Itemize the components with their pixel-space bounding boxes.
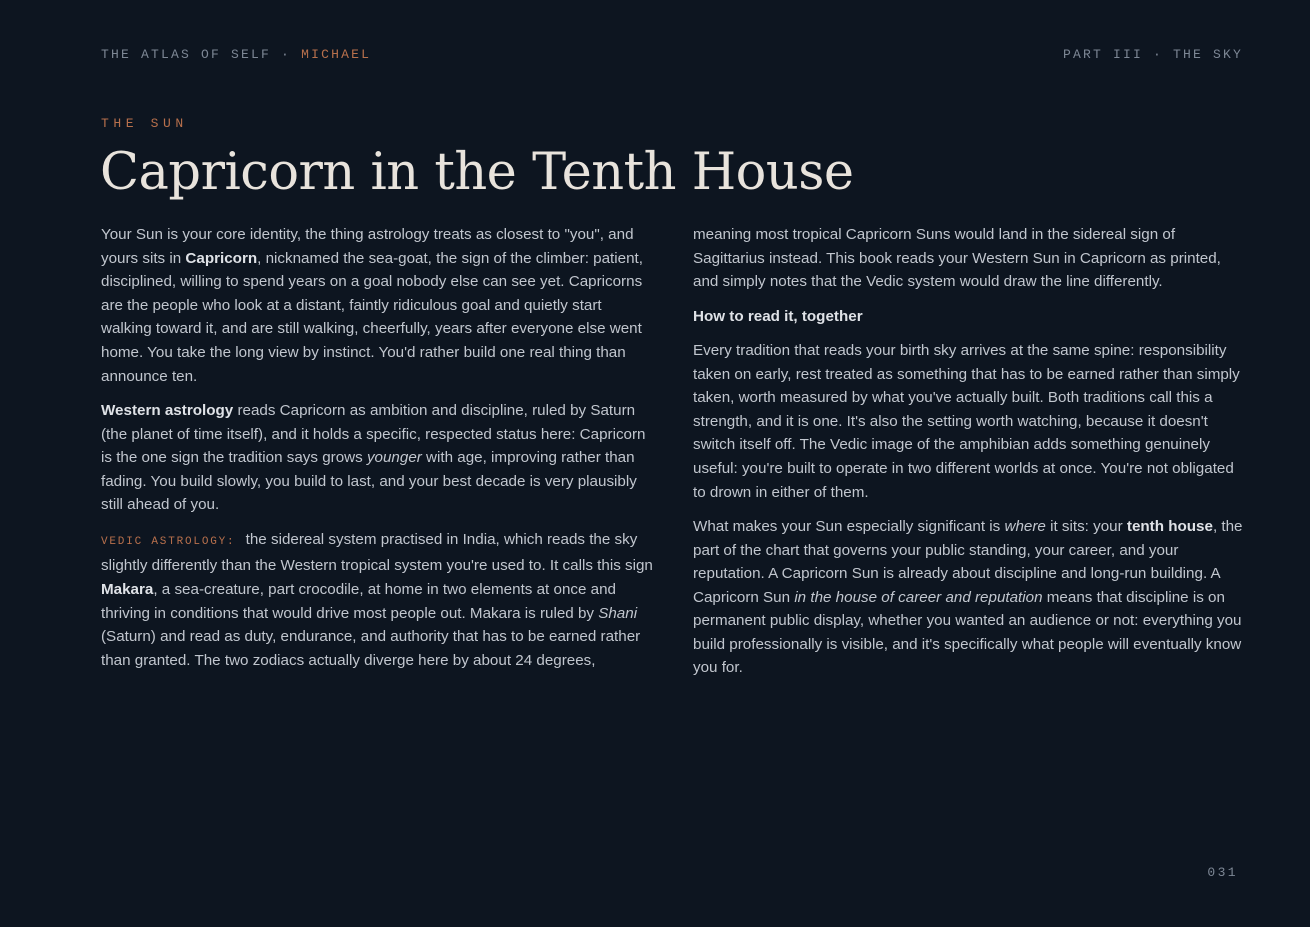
emphasis: where	[1004, 517, 1046, 535]
vedic-astrology-tag: VEDIC ASTROLOGY:	[101, 535, 236, 548]
vedic-paragraph	[101, 528, 656, 673]
text-run: with age, improving rather than fading. You build slowly, you build to last, and your best decade is very plausibly still ahead of you.	[101, 449, 637, 514]
left-column	[101, 223, 656, 683]
text-run: Your Sun is your core identity, the thing astrology treats as closest to "you", and yours sits in	[101, 226, 634, 267]
makara-term: Makara	[101, 580, 154, 598]
text-run: it sits: your	[1045, 517, 1127, 535]
shani-term: Shani	[598, 604, 638, 622]
house-paragraph	[693, 515, 1247, 680]
continued-paragraph: meaning most tropical Capricorn Suns would land in the sidereal sign of Sagittarius instead. This book reads your Western Sun in Capricorn as printed, and simply notes that the Vedic system would draw the line differently.	[693, 226, 1221, 291]
text-run: , the part of the chart that governs your public standing, your career, and your reputation. A Capricorn Sun is already about discipline and long-run building. A Capricorn Sun	[693, 517, 1243, 606]
running-head-left	[101, 47, 371, 62]
page-number: 031	[1207, 865, 1238, 880]
book-title: THE ATLAS OF SELF	[101, 47, 272, 62]
text-run: reads Capricorn as ambition and discipline, ruled by Saturn (the planet of time itself), and it holds a specific, respected status here: Capricorn is the one sign the tradition says grows	[101, 401, 646, 467]
section-subheading: How to read it, together	[693, 307, 863, 325]
emphasis: in the house of career and reputation	[794, 588, 1043, 606]
text-run: the sidereal system practised in India, which reads the sky slightly differently than the Western tropical system you're used to. It calls this sign	[101, 530, 653, 575]
reader-name: MICHAEL	[301, 47, 372, 62]
intro-paragraph	[101, 223, 656, 388]
text-run: What makes your Sun especially significant is	[693, 517, 1005, 535]
text-run: , nicknamed the sea-goat, the sign of the climber: patient, disciplined, willing to spend years on a goal nobody else can see yet. Capricorns are the people who look at a distant, faintly ridiculous goal and quietly start walking toward it, and are still walking, cheerfully, years after everyone else went home. You take the long view by instinct. You'd rather build one real thing than announce ten.	[101, 249, 643, 385]
section-kicker: THE SUN	[101, 116, 188, 131]
right-column	[693, 223, 1247, 691]
text-run: means that discipline is on permanent public display, whether you wanted an audience or not: everything you build professionally is visible, and it's specifically what people will eventually know you for.	[693, 588, 1242, 677]
sign-name: Capricorn	[185, 249, 258, 267]
page-title: Capricorn in the Tenth House	[100, 143, 854, 202]
text-run: , a sea-creature, part crocodile, at home in two elements at once and thriving in conditions that would drive most people out. Makara is ruled by	[101, 580, 616, 622]
running-head-section: PART III · THE SKY	[1062, 47, 1243, 62]
synthesis-paragraph: Every tradition that reads your birth sky arrives at the same spine: responsibility taken on early, rest treated as something that has to be earned rather than simply taken, worth measured by what you've actually built. Both traditions call this a strength, and it is one. It's also the setting worth watching, because it doesn't switch itself off. The Vedic image of the amphibian adds something genuinely useful: you're built to operate in two different worlds at once. You're not obligated to drown in either of them.	[693, 341, 1240, 501]
text-run: (Saturn) and read as duty, endurance, and authority that has to be earned rather than granted. The two zodiacs actually diverge here by about 24 degrees,	[101, 628, 641, 669]
emphasis: younger	[366, 449, 422, 467]
tenth-house-term: tenth house	[1126, 517, 1213, 535]
western-astrology-label: Western astrology	[101, 401, 234, 419]
running-head-separator: ·	[281, 47, 292, 62]
western-paragraph	[101, 399, 656, 517]
